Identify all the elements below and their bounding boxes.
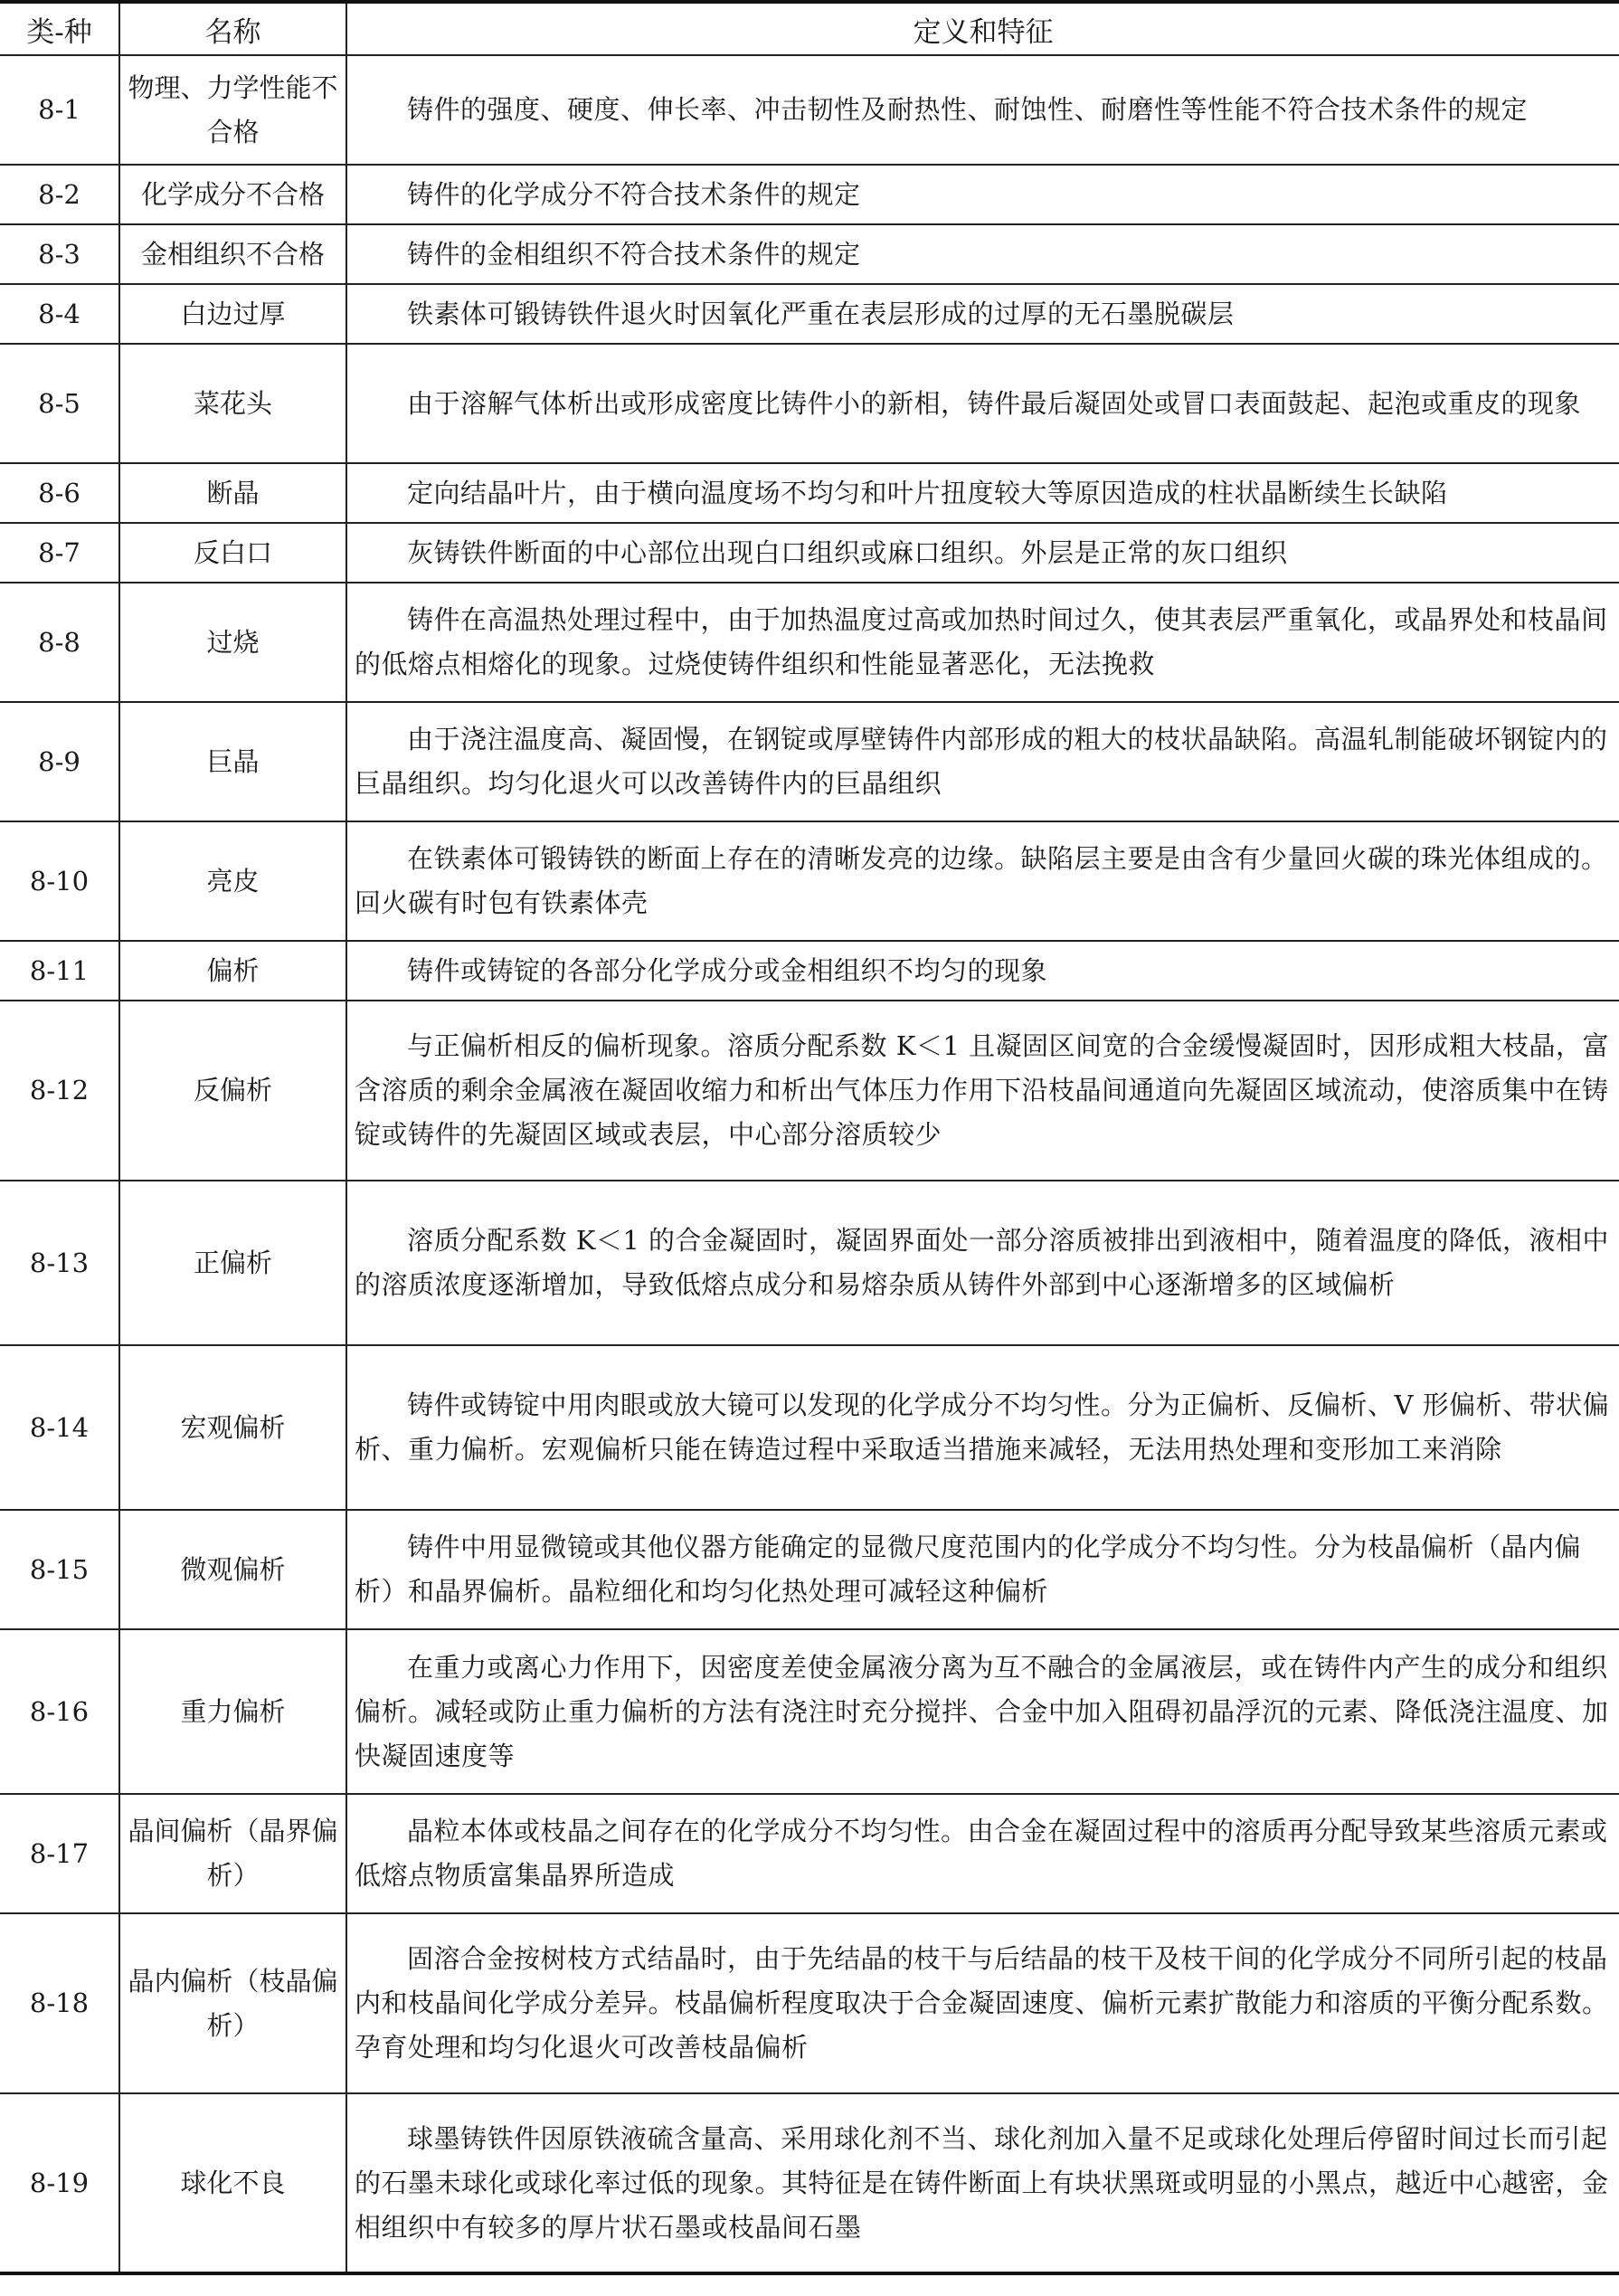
row-code: 8-4 — [0, 284, 119, 344]
row-code: 8-12 — [0, 1001, 119, 1181]
table-header-row — [0, 2, 1619, 55]
table-row — [0, 1913, 1619, 2093]
table-row — [0, 1181, 1619, 1345]
row-definition: 铁素体可锻铸铁件退火时因氧化严重在表层形成的过厚的无石墨脱碳层 — [346, 284, 1619, 344]
row-definition: 铸件中用显微镜或其他仪器方能确定的显微尺度范围内的化学成分不均匀性。分为枝晶偏析（晶内偏析）和晶界偏析。晶粒细化和均匀化热处理可减轻这种偏析 — [346, 1510, 1619, 1629]
table-row — [0, 165, 1619, 224]
row-name: 重力偏析 — [119, 1629, 346, 1794]
row-name: 反偏析 — [119, 1001, 346, 1181]
row-code: 8-15 — [0, 1510, 119, 1629]
row-definition: 球墨铸铁件因原铁液硫含量高、采用球化剂不当、球化剂加入量不足或球化处理后停留时间过长而引起的石墨未球化或球化率过低的现象。其特征是在铸件断面上有块状黑斑或明显的小黑点，越近中心越密，金相组织中有较多的厚片状石墨或枝晶间石墨 — [346, 2093, 1619, 2273]
header-name: 名称 — [119, 2, 346, 55]
row-code: 8-3 — [0, 224, 119, 284]
row-code: 8-10 — [0, 821, 119, 941]
row-name: 巨晶 — [119, 702, 346, 821]
table-row — [0, 1510, 1619, 1629]
row-code: 8-14 — [0, 1345, 119, 1510]
table-row — [0, 2093, 1619, 2273]
row-name: 偏析 — [119, 941, 346, 1001]
row-name: 菜花头 — [119, 344, 346, 463]
row-name: 晶内偏析（枝晶偏析） — [119, 1913, 346, 2093]
row-code: 8-16 — [0, 1629, 119, 1794]
table-row — [0, 941, 1619, 1001]
table-row — [0, 1794, 1619, 1913]
table-row — [0, 702, 1619, 821]
row-code: 8-6 — [0, 463, 119, 523]
row-name: 化学成分不合格 — [119, 165, 346, 224]
row-code: 8-2 — [0, 165, 119, 224]
row-name: 正偏析 — [119, 1181, 346, 1345]
table-row — [0, 463, 1619, 523]
row-code: 8-18 — [0, 1913, 119, 2093]
table-row — [0, 224, 1619, 284]
row-code: 8-19 — [0, 2093, 119, 2273]
table-row — [0, 1629, 1619, 1794]
row-definition: 铸件的化学成分不符合技术条件的规定 — [346, 165, 1619, 224]
row-name: 晶间偏析（晶界偏析） — [119, 1794, 346, 1913]
table-row — [0, 1345, 1619, 1510]
row-name: 白边过厚 — [119, 284, 346, 344]
row-definition: 在铁素体可锻铸铁的断面上存在的清晰发亮的边缘。缺陷层主要是由含有少量回火碳的珠光体组成的。回火碳有时包有铁素体壳 — [346, 821, 1619, 941]
row-name: 过烧 — [119, 583, 346, 702]
table-row — [0, 523, 1619, 583]
row-name: 金相组织不合格 — [119, 224, 346, 284]
row-definition: 铸件的金相组织不符合技术条件的规定 — [346, 224, 1619, 284]
row-definition: 固溶合金按树枝方式结晶时，由于先结晶的枝干与后结晶的枝干及枝干间的化学成分不同所引起的枝晶内和枝晶间化学成分差异。枝晶偏析程度取决于合金凝固速度、偏析元素扩散能力和溶质的平衡分配系数。孕育处理和均匀化退火可改善枝晶偏析 — [346, 1913, 1619, 2093]
row-name: 球化不良 — [119, 2093, 346, 2273]
row-code: 8-9 — [0, 702, 119, 821]
table-row — [0, 284, 1619, 344]
table-row — [0, 344, 1619, 463]
row-definition: 灰铸铁件断面的中心部位出现白口组织或麻口组织。外层是正常的灰口组织 — [346, 523, 1619, 583]
row-code: 8-1 — [0, 55, 119, 165]
row-definition: 铸件或铸锭的各部分化学成分或金相组织不均匀的现象 — [346, 941, 1619, 1001]
row-definition: 由于溶解气体析出或形成密度比铸件小的新相，铸件最后凝固处或冒口表面鼓起、起泡或重皮的现象 — [346, 344, 1619, 463]
row-name: 亮皮 — [119, 821, 346, 941]
row-code: 8-11 — [0, 941, 119, 1001]
row-name: 反白口 — [119, 523, 346, 583]
row-definition: 晶粒本体或枝晶之间存在的化学成分不均匀性。由合金在凝固过程中的溶质再分配导致某些溶质元素或低熔点物质富集晶界所造成 — [346, 1794, 1619, 1913]
row-code: 8-8 — [0, 583, 119, 702]
row-code: 8-13 — [0, 1181, 119, 1345]
row-definition: 铸件在高温热处理过程中，由于加热温度过高或加热时间过久，使其表层严重氧化，或晶界处和枝晶间的低熔点相熔化的现象。过烧使铸件组织和性能显著恶化，无法挽救 — [346, 583, 1619, 702]
row-definition: 溶质分配系数 K＜1 的合金凝固时，凝固界面处一部分溶质被排出到液相中，随着温度的降低，液相中的溶质浓度逐渐增加，导致低熔点成分和易熔杂质从铸件外部到中心逐渐增多的区域偏析 — [346, 1181, 1619, 1345]
row-definition: 与正偏析相反的偏析现象。溶质分配系数 K＜1 且凝固区间宽的合金缓慢凝固时，因形成粗大枝晶，富含溶质的剩余金属液在凝固收缩力和析出气体压力作用下沿枝晶间通道向先凝固区域流动，使溶质集中在铸锭或铸件的先凝固区域或表层，中心部分溶质较少 — [346, 1001, 1619, 1181]
table-row — [0, 821, 1619, 941]
row-code: 8-5 — [0, 344, 119, 463]
row-name: 断晶 — [119, 463, 346, 523]
table-row — [0, 1001, 1619, 1181]
row-name: 宏观偏析 — [119, 1345, 346, 1510]
header-category-code: 类-种 — [0, 2, 119, 55]
row-code: 8-7 — [0, 523, 119, 583]
row-definition: 定向结晶叶片，由于横向温度场不均匀和叶片扭度较大等原因造成的柱状晶断续生长缺陷 — [346, 463, 1619, 523]
table-row — [0, 55, 1619, 165]
row-name: 微观偏析 — [119, 1510, 346, 1629]
table-row — [0, 583, 1619, 702]
row-definition: 铸件的强度、硬度、伸长率、冲击韧性及耐热性、耐蚀性、耐磨性等性能不符合技术条件的规定 — [346, 55, 1619, 165]
row-definition: 铸件或铸锭中用肉眼或放大镜可以发现的化学成分不均匀性。分为正偏析、反偏析、V 形偏析、带状偏析、重力偏析。宏观偏析只能在铸造过程中采取适当措施来减轻，无法用热处理和变形加工来消除 — [346, 1345, 1619, 1510]
row-definition: 由于浇注温度高、凝固慢，在钢锭或厚壁铸件内部形成的粗大的枝状晶缺陷。高温轧制能破坏钢锭内的巨晶组织。均匀化退火可以改善铸件内的巨晶组织 — [346, 702, 1619, 821]
header-definition: 定义和特征 — [346, 2, 1619, 55]
row-code: 8-17 — [0, 1794, 119, 1913]
row-definition: 在重力或离心力作用下，因密度差使金属液分离为互不融合的金属液层，或在铸件内产生的成分和组织偏析。减轻或防止重力偏析的方法有浇注时充分搅拌、合金中加入阻碍初晶浮沉的元素、降低浇注温度、加快凝固速度等 — [346, 1629, 1619, 1794]
row-name: 物理、力学性能不合格 — [119, 55, 346, 165]
